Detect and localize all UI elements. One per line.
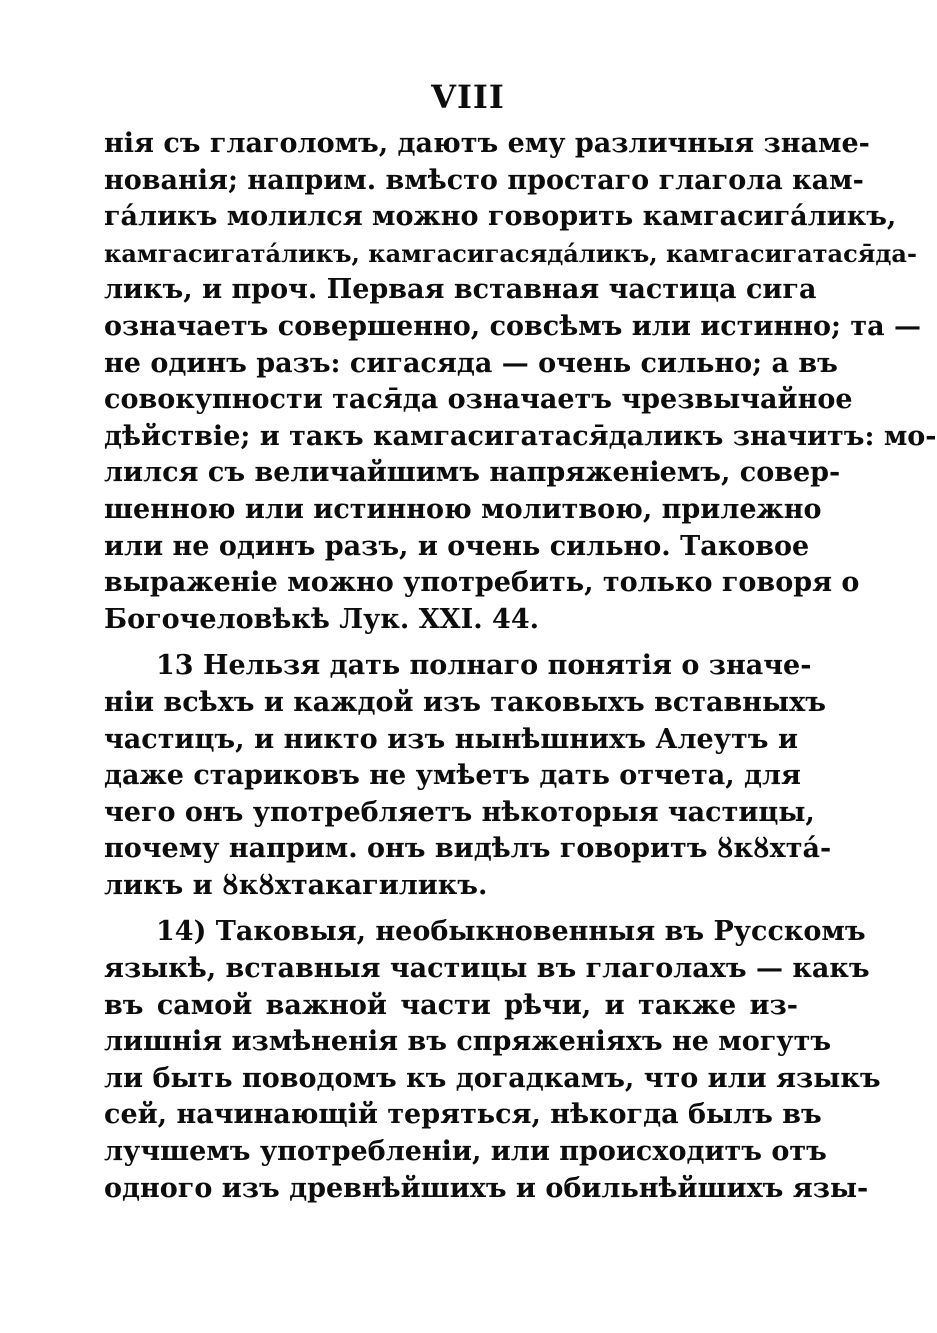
text-line: лучшемъ употребленіи, или происходитъ отъ — [104, 1136, 827, 1168]
paragraph-2 — [104, 648, 832, 904]
text-line: ли быть поводомъ къ догадкамъ, что или языкъ — [104, 1062, 881, 1094]
text-block — [104, 126, 937, 1207]
text-line: Богочеловѣкѣ Лук. XXI. 44. — [104, 603, 540, 635]
text-line: одного изъ древнѣйшихъ и обильнѣйшихъ язы- — [104, 1172, 869, 1204]
text-line: нованія; наприм. вмѣсто простаго глагола кам- — [104, 164, 864, 196]
text-line: лился съ величайшимъ напряженіемъ, совер- — [104, 457, 841, 489]
text-line: совокупности тася̄да означаетъ чрезвычайное — [104, 384, 853, 416]
text-line: не одинъ разъ: сигасяда — очень сильно; а въ — [104, 347, 838, 379]
text-line: камгасигатáликъ, камгасигасяда́ликъ, камгасигатася̄да- — [104, 238, 917, 268]
paragraph-1 — [104, 126, 937, 638]
text-line: гáликъ молился можно говорить камгасигáликъ, — [104, 201, 897, 233]
text-line: ніи всѣхъ и каждой изъ таковыхъ вставныхъ — [104, 686, 826, 718]
page-number: VIII — [431, 78, 505, 116]
text-line: или не одинъ разъ, и очень сильно. Таковое — [104, 530, 810, 562]
text-line: 14) Таковыя, необыкновенныя въ Русскомъ — [156, 916, 866, 948]
text-line: шенною или истинною молитвою, прилежно — [104, 493, 822, 525]
text-line: чего онъ употребляетъ нѣкоторыя частицы, — [104, 796, 815, 828]
text-line: нія съ глаголомъ, даютъ ему различныя знаме- — [104, 128, 870, 159]
text-line: даже стариковъ не умѣетъ дать отчета, для — [104, 760, 801, 792]
text-line: выраженіе можно употребить, только говоря о — [104, 567, 860, 599]
text-line: частицъ, и никто изъ нынѣшнихъ Алеутъ и — [104, 723, 798, 755]
text-line: ликъ, и проч. Первая вставная частица сига — [104, 274, 817, 306]
text-line: сей, начинающій теряться, нѣкогда былъ въ — [104, 1099, 822, 1131]
paragraph-3 — [104, 914, 881, 1207]
text-line: языкѣ, вставныя частицы въ глаголахъ — какъ — [104, 953, 870, 985]
text-line: лишнія измѣненія въ спряженіяхъ не могутъ — [104, 1026, 832, 1058]
text-line: 13 Нельзя дать полнаго понятія о значе- — [156, 650, 812, 682]
text-line: въ самой важной части рѣчи, и также из- — [104, 989, 798, 1021]
text-line: почему наприм. онъ видѣлъ говоритъ ȣкȣхтá- — [104, 833, 832, 865]
text-line: означаетъ совершенно, совсѣмъ или истинно; та — — [104, 310, 922, 342]
text-line: дѣйствіе; и такъ камгасигатася̄даликъ значитъ: мо- — [104, 420, 937, 452]
text-line: ликъ и ȣкȣхтакагиликъ. — [104, 869, 488, 901]
